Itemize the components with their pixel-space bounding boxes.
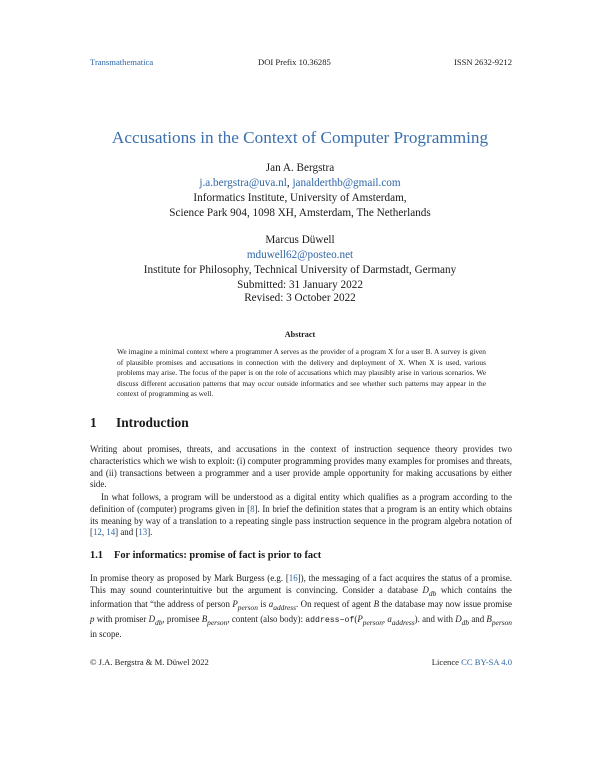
paragraph: In promise theory as proposed by Mark Burgess (e.g. [16]), the messaging of a fact acquires the status of a promise. This may sound counterintuitive but the argument is convincing. Consider a database $D_{db}$ which contains the information that “the address of person $P_{person}$ is $a_{address}$. On request of agent B the database may now issue promise p with promiser $D_{db}$, promisee $B_{person}$, content (also body): $address-of(P_{person}$, $a_{address}$). and with $D_{db}$ and $B_{person}$ in scope. <box>90 573 513 639</box>
author-block <box>0 161 600 278</box>
paragraph: In what follows, a program will be understood as a digital entity which qualifies as a program according to the definition of (computer) programs given in [8]. In brief the definition states that a program is an entity which obtains its meaning by way of a translation to a repeating single pass instruction sequence in the program algebra notation of [12, 14] and [13]. <box>90 492 512 538</box>
citation-link[interactable]: 12 <box>92 527 102 538</box>
abstract-text: We imagine a minimal context where a programmer A serves as the provider of a program X for a user B. A survey is given of plausible promises and accusations in connection with the delivery and deployment of X. When X is used, various problems may arise. The focus of the paper is on the role of accusations which may plausibly arise in various scenarios. We discuss different accusation patterns that may occur outside informatics and see whether such patterns may appear in the context of programming as well. <box>117 347 486 399</box>
section-heading <box>90 415 189 431</box>
journal-link[interactable]: Transmathematica <box>90 57 154 67</box>
email-link[interactable]: mduwell62@posteo.net <box>246 249 354 261</box>
citation-link[interactable]: 14 <box>106 527 116 538</box>
copyright: © J.A. Bergstra & M. Düwel 2022 <box>90 657 209 667</box>
section-title: Introduction <box>116 415 189 430</box>
author-affiliation: Informatics Institute, University of Amsterdam, <box>193 192 407 204</box>
abstract-heading: Abstract <box>284 330 316 339</box>
citation-link[interactable]: 13 <box>138 527 148 538</box>
author-emails: j.a.bergstra@uva.nl, janalderthb@gmail.com <box>199 177 401 189</box>
citation-link[interactable]: 16 <box>288 573 298 583</box>
citation-link[interactable]: 8 <box>250 503 255 514</box>
author-name: Marcus Düwell <box>265 234 335 246</box>
issn: ISSN 2632-9212 <box>453 57 512 67</box>
subsection-number: 1.1 <box>90 550 103 561</box>
licence: Licence CC BY-SA 4.0 <box>431 657 512 667</box>
paper-title: Accusations in the Context of Computer Programming <box>111 128 489 147</box>
licence-link[interactable]: CC BY-SA 4.0 <box>461 657 512 667</box>
doi-prefix: DOI Prefix 10.36285 <box>258 57 331 67</box>
section-number: 1 <box>90 415 97 430</box>
paragraph: Writing about promises, threats, and accusations in the context of instruction sequence theory provides two characteristics which we wish to exploit: (i) computer programming provides many examples for promises and threats, and (ii) transactions between a programmer and a user provide ample opportunity for making accusations by either side. <box>90 444 512 490</box>
subsection-title: For informatics: promise of fact is prior to fact <box>114 550 322 561</box>
submitted-date: Submitted: 31 January 2022 <box>237 279 363 291</box>
email-link[interactable]: janalderthb@gmail.com <box>292 177 401 189</box>
dates-block <box>0 279 600 305</box>
revised-date: Revised: 3 October 2022 <box>244 292 356 304</box>
running-header <box>90 57 512 69</box>
email-link[interactable]: j.a.bergstra@uva.nl <box>199 177 287 189</box>
author-affiliation: Institute for Philosophy, Technical University of Darmstadt, Germany <box>143 264 457 276</box>
author-affiliation: Science Park 904, 1098 XH, Amsterdam, The Netherlands <box>169 207 431 219</box>
subsection-heading <box>90 550 321 561</box>
author-name: Jan A. Bergstra <box>265 162 335 174</box>
page-footer <box>90 657 512 669</box>
